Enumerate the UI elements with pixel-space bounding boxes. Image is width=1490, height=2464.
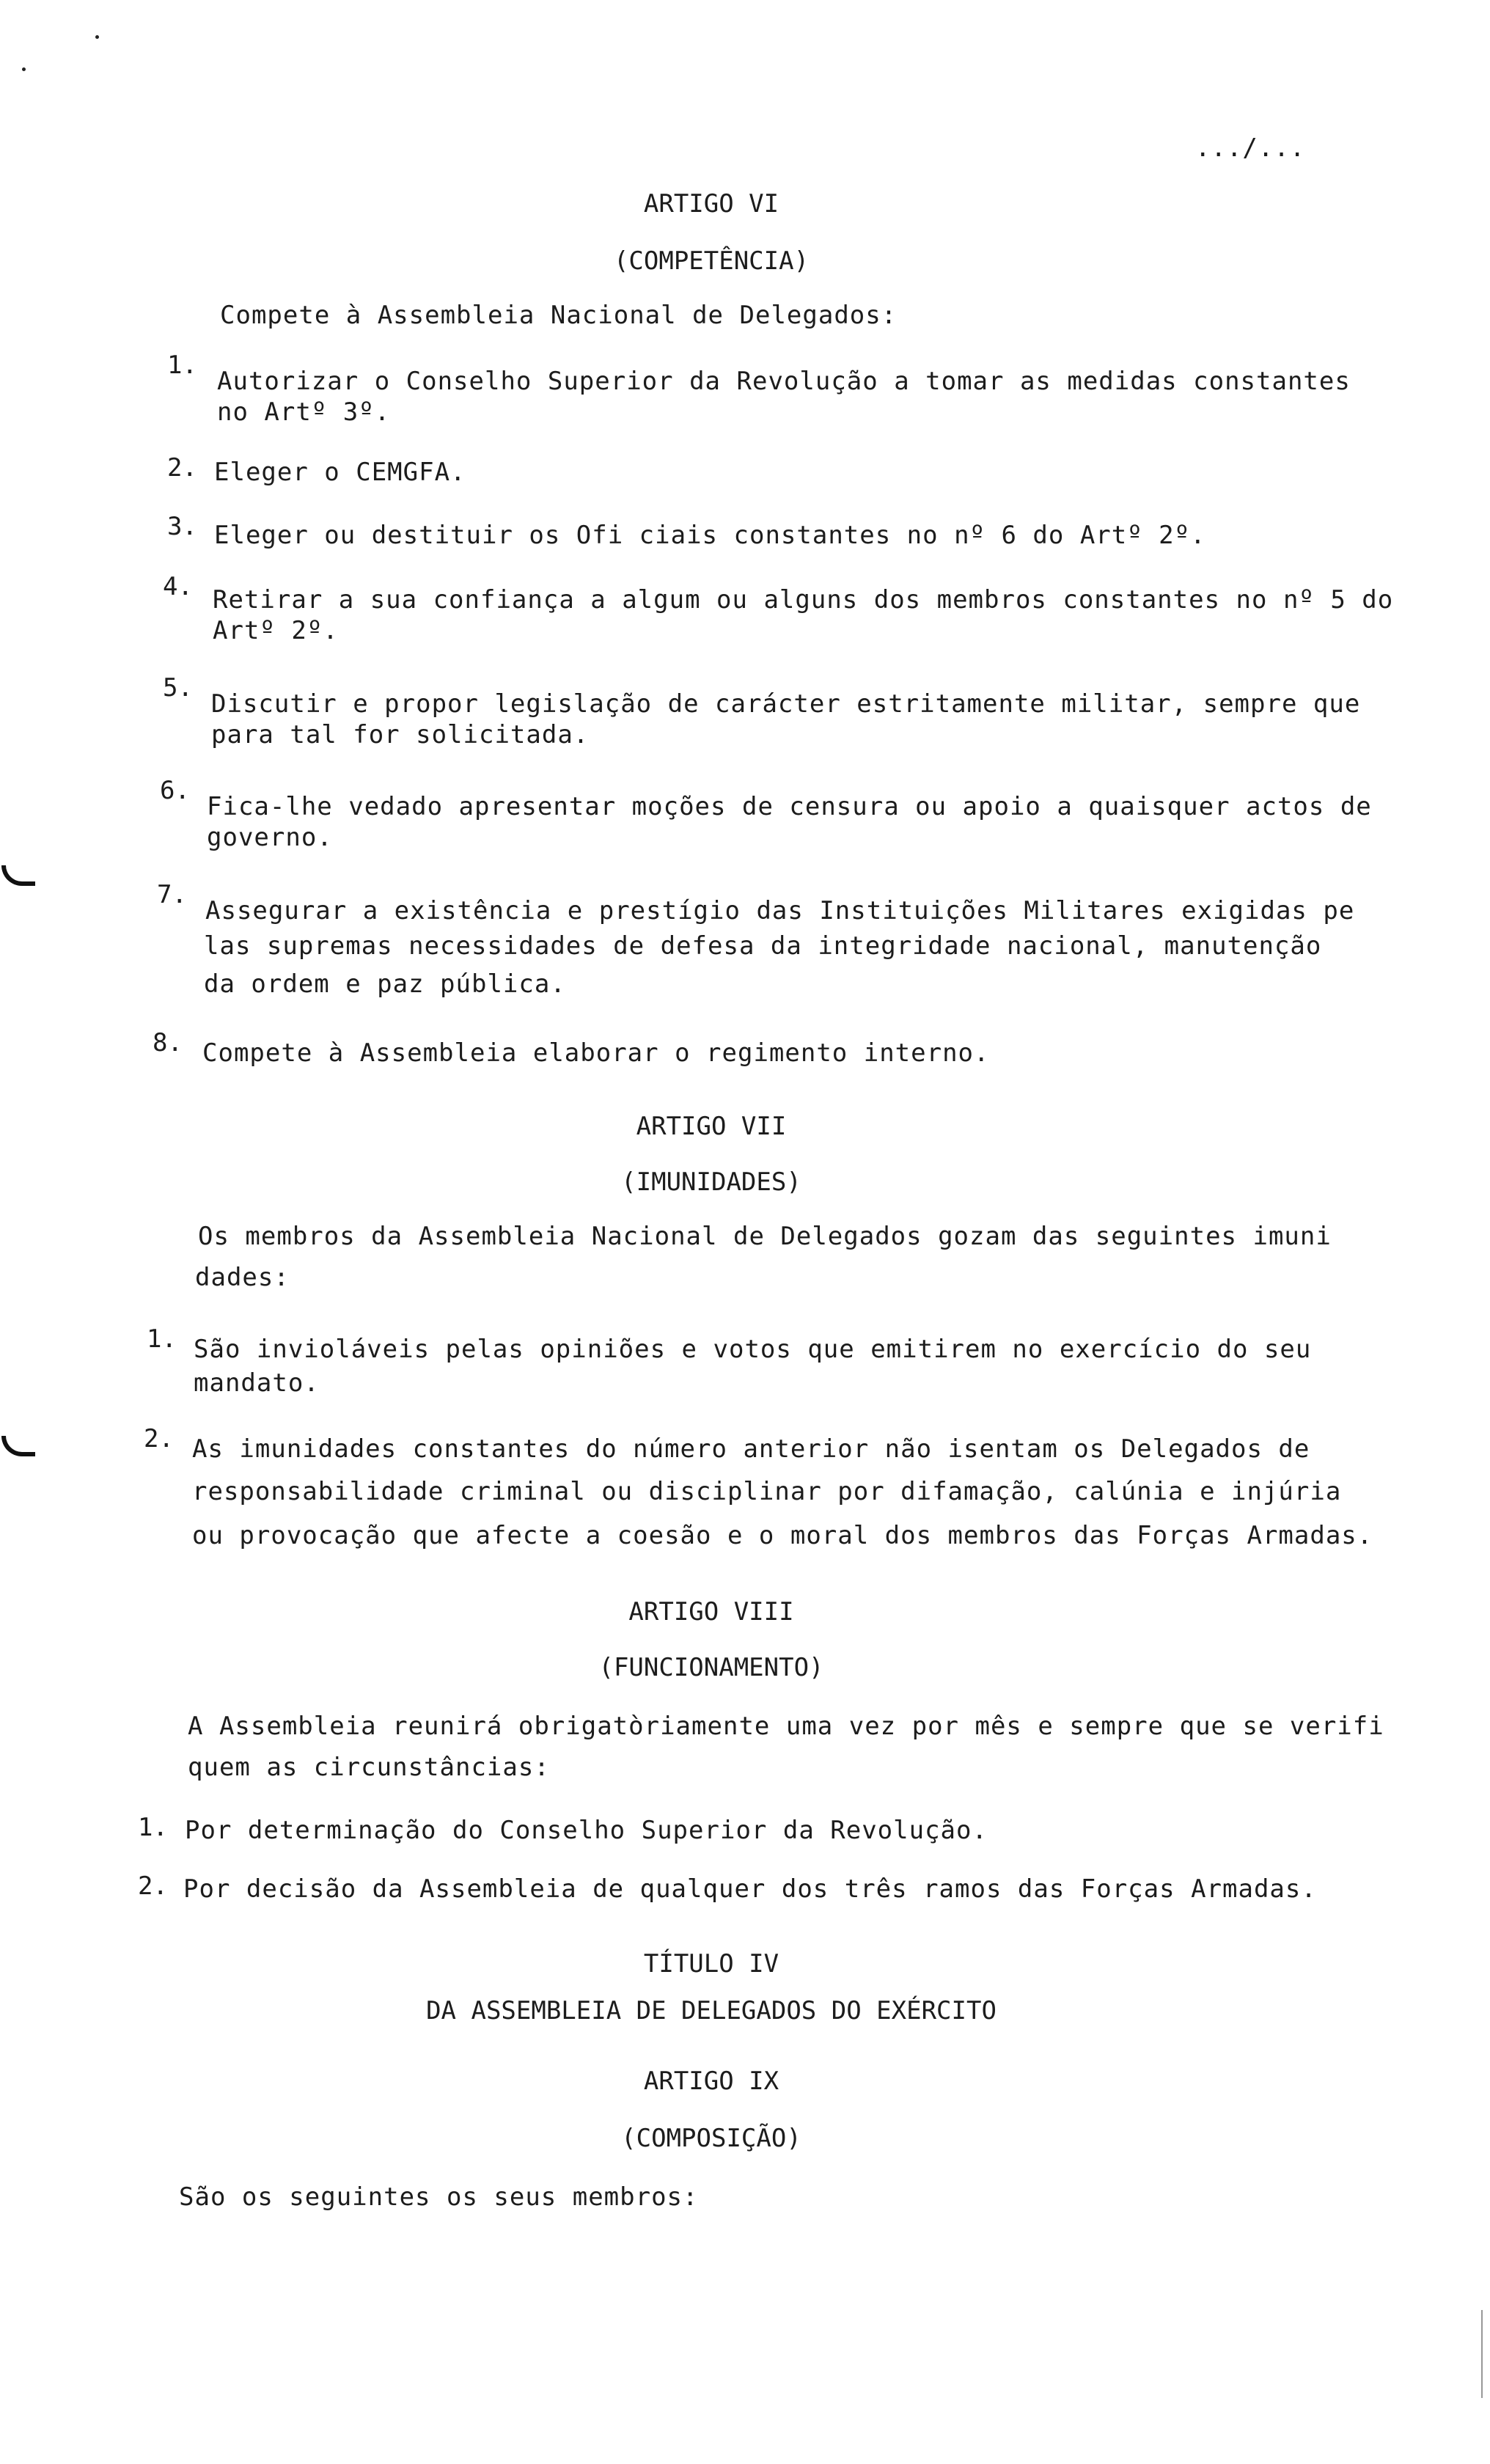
article-8-subtitle: (FUNCIONAMENTO) [598, 1653, 824, 1682]
article-7-intro: Os membros da Assembleia Nacional de Delegados gozam das seguintes imuni [198, 1222, 1332, 1251]
ink-dot [95, 35, 99, 39]
item-text: Discutir e propor legislação de carácter estritamente militar, sempre que [211, 689, 1361, 719]
item-text: Artº 2º. [213, 616, 339, 645]
article-7-title: ARTIGO VII [636, 1112, 787, 1141]
item-text: no Artº 3º. [217, 397, 391, 427]
item-text: da ordem e paz pública. [204, 969, 566, 999]
item-text: Retirar a sua confiança a algum ou alguns dos membros constantes no nº 5 do [213, 585, 1394, 615]
item-text: Por decisão da Assembleia de qualquer dos três ramos das Forças Armadas. [183, 1874, 1317, 1904]
article-6-intro: Compete à Assembleia Nacional de Delegados: [220, 301, 898, 330]
item-number: 4. [163, 572, 193, 601]
item-text: mandato. [194, 1368, 320, 1398]
article-7-intro: dades: [195, 1263, 290, 1292]
article-9-subtitle: (COMPOSIÇÃO) [621, 2124, 801, 2153]
article-9-title: ARTIGO IX [643, 2067, 779, 2096]
item-text: para tal for solicitada. [211, 720, 590, 749]
item-number: 1. [138, 1813, 168, 1842]
margin-mark [1, 1436, 35, 1456]
article-9-intro: São os seguintes os seus membros: [179, 2182, 699, 2212]
title-4-heading: TÍTULO IV [643, 1949, 779, 1979]
article-7-subtitle: (IMUNIDADES) [621, 1167, 801, 1197]
page-reference: .../... [1195, 133, 1306, 163]
item-text: governo. [207, 823, 333, 852]
item-number: 2. [144, 1424, 174, 1453]
article-6-title: ARTIGO VI [643, 189, 779, 219]
item-number: 2. [138, 1871, 168, 1901]
article-8-intro: A Assembleia reunirá obrigatòriamente uma vez por mês e sempre que se verifi [188, 1712, 1384, 1741]
margin-mark [1, 865, 35, 886]
article-8-intro: quem as circunstâncias: [188, 1753, 550, 1782]
item-number: 5. [163, 673, 193, 703]
ink-dot [22, 67, 26, 71]
item-text: Fica-lhe vedado apresentar moções de censura ou apoio a quaisquer actos de [207, 792, 1372, 821]
item-text: As imunidades constantes do número anterior não isentam os Delegados de [192, 1434, 1310, 1464]
article-8-title: ARTIGO VIII [628, 1597, 794, 1627]
item-text: Por determinação do Conselho Superior da Revolução. [185, 1816, 988, 1845]
item-number: 3. [167, 512, 197, 541]
article-6-subtitle: (COMPETÊNCIA) [613, 246, 810, 276]
item-text: Eleger o CEMGFA. [214, 458, 466, 487]
item-number: 1. [147, 1324, 177, 1354]
item-text: Autorizar o Conselho Superior da Revolução a tomar as medidas constantes [217, 367, 1351, 396]
item-text: São invioláveis pelas opiniões e votos que emitirem no exercício do seu [194, 1335, 1312, 1364]
item-text: Eleger ou destituir os Ofi ciais constantes no nº 6 do Artº 2º. [214, 521, 1206, 550]
item-text: Compete à Assembleia elaborar o regimento interno. [202, 1038, 990, 1068]
item-text: ou provocação que afecte a coesão e o moral dos membros das Forças Armadas. [192, 1521, 1373, 1550]
item-number: 7. [157, 880, 187, 909]
item-text: las supremas necessidades de defesa da integridade nacional, manutenção [204, 931, 1322, 961]
item-number: 8. [153, 1028, 183, 1057]
item-number: 6. [160, 776, 190, 805]
item-text: responsabilidade criminal ou disciplinar por difamação, calúnia e injúria [192, 1477, 1342, 1506]
item-number: 2. [167, 453, 197, 483]
scan-edge-line [1481, 2310, 1483, 2398]
item-number: 1. [167, 351, 197, 380]
title-4-subtitle: DA ASSEMBLEIA DE DELEGADOS DO EXÉRCITO [426, 1996, 997, 2025]
item-text: Assegurar a existência e prestígio das Instituições Militares exigidas pe [205, 896, 1355, 925]
